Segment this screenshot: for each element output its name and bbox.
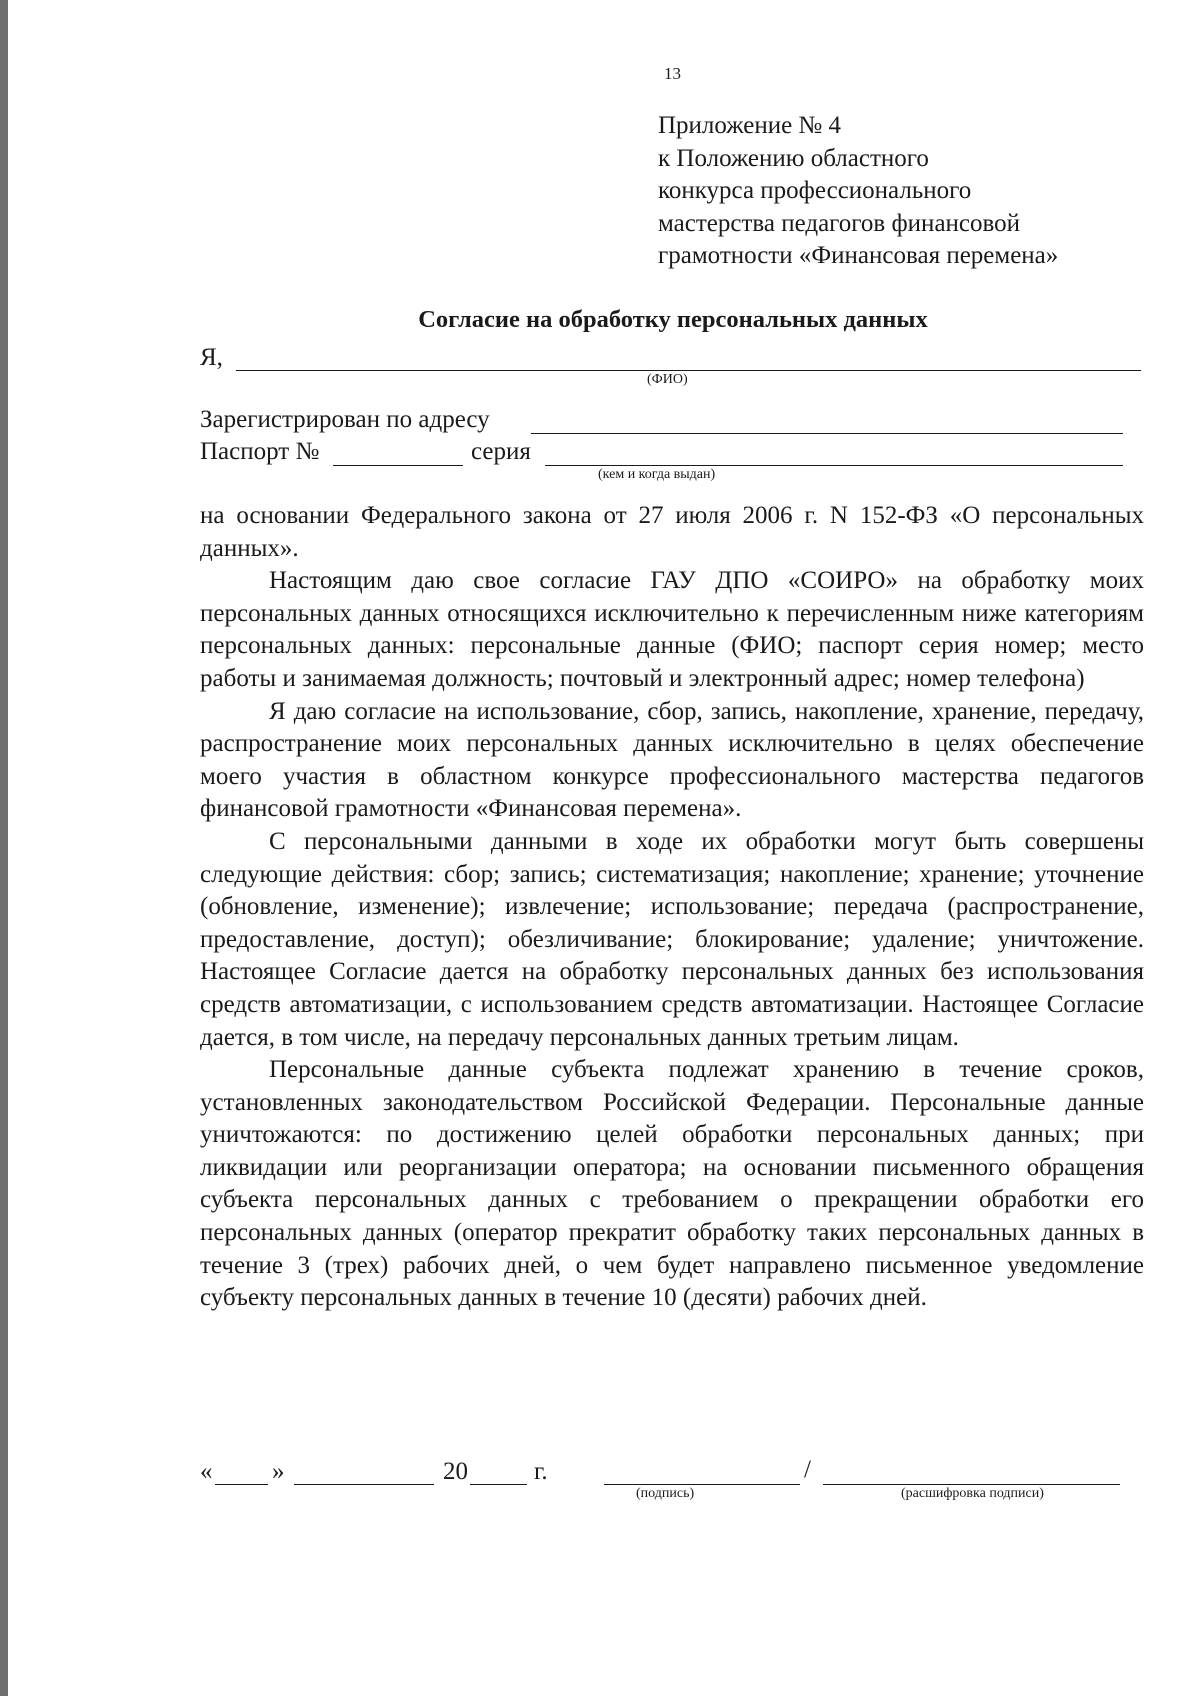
- paragraph-storage-terms: Персональные данные субъекта подлежат хранению в течение сроков, установленных законодательством Российской Федерации. Персональные данные уничтожаются: по достижению целей обработки персональных данных; при ликвидации или реорганизации оператора; на основании письменного обращения субъекта персональных данных с требованием о прекращении обработки его персональных данных (оператор прекратит обработку таких персональных данных в течение 3 (трех) рабочих дней, о чем будет направлено письменное уведомление субъекту персональных данных в течение 10 (десяти) рабочих дней.: [200, 1056, 1144, 1312]
- signature-field-line[interactable]: [604, 1484, 800, 1485]
- year-suffix: г.: [534, 1458, 548, 1485]
- consent-body: [200, 500, 1144, 1315]
- paragraph-consent-categories: Настоящим даю свое согласие ГАУ ДПО «СОИРО» на обработку моих персональных данных относящихся исключительно к перечисленным ниже категориям персональных данных: персональные данные (ФИО; паспорт серия номер; место работы и занимаемая должность; почтовый и электронный адрес; номер телефона): [200, 567, 1144, 692]
- signature-decoding-line[interactable]: [823, 1484, 1120, 1485]
- passport-label: Паспорт №: [200, 438, 320, 465]
- appendix-line: Приложение № 4: [658, 112, 842, 139]
- year-field-line[interactable]: [470, 1484, 527, 1485]
- appendix-line: мастерства педагогов финансовой: [658, 209, 1021, 237]
- appendix-line: конкурса профессионального: [658, 177, 972, 204]
- page-number: 13: [664, 64, 681, 83]
- issued-caption: (кем и когда выдан): [598, 467, 716, 482]
- appendix-line: к Положению областного: [658, 144, 929, 172]
- signature-slash: /: [804, 1456, 811, 1483]
- paragraph-processing-actions: С персональными данными в ходе их обработки могут быть совершены следующие действия: сбор; запись; систематизация; накопление; хранение; уточнение (обновление, изменение); извлечение; использование; передача (распространение, предоставление, доступ); обезличивание; блокирование; удаление; уничтожение. Настоящее Согласие дается на обработку персональных данных без использования средств автоматизации, с использованием средств автоматизации. Настоящее Согласие дается, в том числе, на передачу персональных данных третьим лицам.: [200, 827, 1144, 1051]
- date-close-quote: »: [272, 1458, 285, 1485]
- document-title: Согласие на обработку персональных данных: [418, 306, 928, 333]
- day-field-line[interactable]: [215, 1484, 268, 1485]
- address-label: Зарегистрирован по адресу: [200, 406, 490, 433]
- decoding-caption: (расшифровка подписи): [901, 1486, 1044, 1501]
- paragraph-legal-basis: на основании Федерального закона от 27 июля 2006 г. N 152-ФЗ «О персональных данных».: [200, 502, 1144, 562]
- year-prefix: 20: [443, 1458, 468, 1485]
- passport-number-line[interactable]: [333, 465, 463, 466]
- series-field-line[interactable]: [545, 465, 1123, 466]
- fio-caption: (ФИО): [647, 372, 688, 387]
- date-open-quote: «: [200, 1458, 213, 1485]
- ya-label: Я,: [200, 344, 223, 371]
- signature-caption: (подпись): [636, 1486, 695, 1501]
- address-field-line[interactable]: [531, 433, 1123, 434]
- appendix-line: грамотности «Финансовая перемена»: [658, 242, 1059, 269]
- document-page: [8, 0, 1200, 1696]
- paragraph-consent-usage: Я даю согласие на использование, сбор, запись, накопление, хранение, передачу, распространение моих персональных данных исключительно в целях обеспечение моего участия в областном конкурсе профессионального мастерства педагогов финансовой грамотности «Финансовая перемена».: [200, 697, 1144, 823]
- fio-field-line[interactable]: [236, 370, 1141, 371]
- month-field-line[interactable]: [294, 1484, 434, 1485]
- appendix-heading: [658, 110, 1058, 273]
- series-label: серия: [471, 438, 531, 465]
